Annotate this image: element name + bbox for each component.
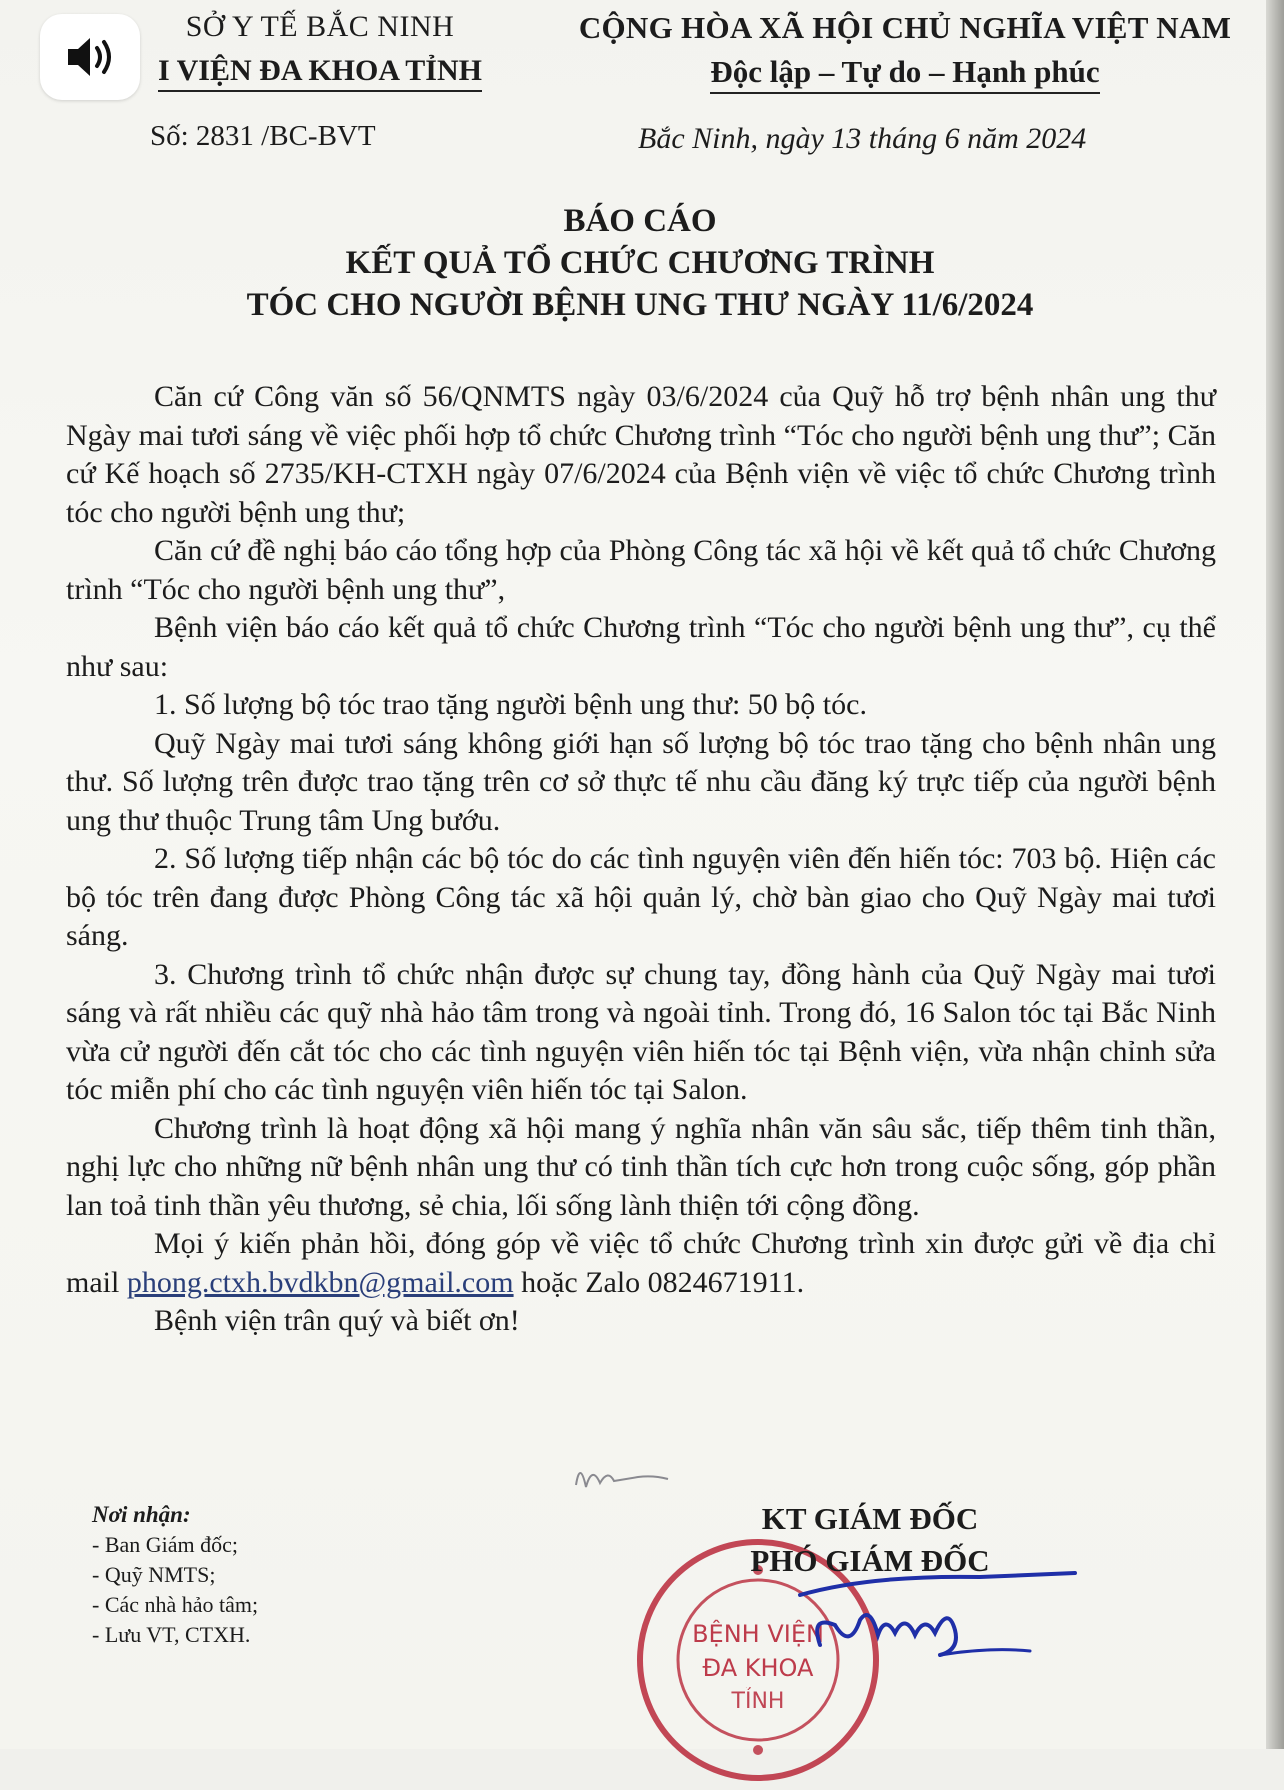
- paragraph-item-1-detail: Quỹ Ngày mai tươi sáng không giới hạn số lượng bộ tóc trao tặng cho bệnh nhân ung thư. Số lượng trên được trao tặng trên cơ sở thực tế nhu cầu đăng ký trực tiếp của người bệnh ung thư thuộc Trung tâm Ung bướu.: [66, 726, 1216, 837]
- feedback-zalo: hoặc Zalo 0824671911.: [513, 1265, 805, 1299]
- page-edge: [1266, 0, 1284, 1749]
- recipient-item: - Lưu VT, CTXH.: [92, 1622, 251, 1647]
- place-date: Bắc Ninh, ngày 13 tháng 6 năm 2024: [638, 122, 1087, 155]
- recipients-list: [92, 1500, 512, 1650]
- stamp-text-3: TỈNH: [731, 1689, 785, 1714]
- signer-title: PHÓ GIÁM ĐỐC: [750, 1543, 990, 1578]
- paragraph-basis-1: Căn cứ Công văn số 56/QNMTS ngày 03/6/2024 của Quỹ hỗ trợ bệnh nhân ung thư Ngày mai tươi sáng về việc phối hợp tổ chức Chương trình “Tóc cho người bệnh ung thư”; Căn cứ Kế hoạch số 2735/KH-CTXH ngày 07/6/2024 của Bệnh viện về việc tổ chức Chương trình tóc cho người bệnh ung thư;: [66, 380, 1216, 529]
- document-number: Số: 2831 /BC-BVT: [150, 120, 376, 152]
- issuing-organization: [130, 10, 510, 92]
- recipient-item: - Quỹ NMTS;: [92, 1562, 216, 1587]
- national-motto: [570, 10, 1240, 94]
- recipient-item: - Các nhà hảo tâm;: [92, 1592, 259, 1617]
- title-line-3: TÓC CHO NGƯỜI BỆNH UNG THƯ NGÀY 11/6/2024: [246, 287, 1034, 323]
- paragraph-item-3: 3. Chương trình tổ chức nhận được sự chung tay, đồng hành của Quỹ Ngày mai tươi sáng và rất nhiều các quỹ nhà hảo tâm trong và ngoài tỉnh. Trong đó, 16 Salon tóc tại Bắc Ninh vừa cử người đến cắt tóc cho các tình nguyện viên hiến tóc tại Bệnh viện, vừa nhận chỉnh sửa tóc miễn phí cho các tình nguyện viên hiến tóc tại Salon.: [66, 957, 1216, 1106]
- paragraph-intro: Bệnh viện báo cáo kết quả tổ chức Chương trình “Tóc cho người bệnh ung thư”, cụ thể như sau:: [66, 611, 1216, 683]
- sound-button[interactable]: [40, 14, 140, 100]
- recipient-item: - Ban Giám đốc;: [92, 1532, 239, 1557]
- stamp-text-2: ĐA KHOA: [702, 1654, 814, 1682]
- paragraph-feedback: [66, 1225, 1216, 1302]
- paragraph-thanks: Bệnh viện trân quý và biết ơn!: [154, 1304, 520, 1337]
- handwritten-initial: [568, 1455, 678, 1500]
- paragraph-item-1: 1. Số lượng bộ tóc trao tặng người bệnh ung thư: 50 bộ tóc.: [154, 688, 867, 721]
- paragraph-basis-2: Căn cứ đề nghị báo cáo tổng hợp của Phòng Công tác xã hội về kết quả tổ chức Chương trình “Tóc cho người bệnh ung thư”,: [66, 534, 1216, 606]
- recipients-heading: Nơi nhận:: [92, 1502, 191, 1527]
- title-line-2: KẾT QUẢ TỔ CHỨC CHƯƠNG TRÌNH: [345, 245, 935, 281]
- paragraph-item-2: 2. Số lượng tiếp nhận các bộ tóc do các tình nguyện viên đến hiến tóc: 703 bộ. Hiện các bộ tóc trên đang được Phòng Công tác xã hội quản lý, chờ bàn giao cho Quỹ Ngày mai tươi sáng.: [66, 842, 1216, 952]
- report-body: [66, 378, 1216, 1341]
- motto: Độc lập – Tự do – Hạnh phúc: [710, 54, 1099, 94]
- org-name: I VIỆN ĐA KHOA TỈNH: [158, 54, 482, 92]
- document-title: [60, 200, 1220, 326]
- handwritten-signature: [790, 1555, 1090, 1675]
- title-line-1: BÁO CÁO: [563, 203, 717, 239]
- feedback-text: Mọi ý kiến phản hồi, đóng góp về việc tổ chức Chương trình xin được gửi về địa chỉ mail: [66, 1227, 1216, 1299]
- email-link[interactable]: phong.ctxh.bvdkbn@gmail.com: [126, 1265, 514, 1299]
- paragraph-significance: Chương trình là hoạt động xã hội mang ý nghĩa nhân văn sâu sắc, tiếp thêm tinh thần, nghị lực cho những nữ bệnh nhân ung thư có tinh thần tích cực hơn trong cuộc sống, góp phần lan toả tinh thần yêu thương, sẻ chia, lối sống lành thiện tới cộng đồng.: [66, 1111, 1216, 1222]
- signer-authority: KT GIÁM ĐỐC: [761, 1501, 979, 1536]
- country-name: CỘNG HÒA XÃ HỘI CHỦ NGHĨA VIỆT NAM: [578, 10, 1232, 45]
- org-parent: SỞ Y TẾ BẮC NINH: [185, 10, 455, 43]
- speaker-icon: [62, 34, 118, 80]
- stamp-text-1: BỆNH VIỆN: [692, 1620, 824, 1648]
